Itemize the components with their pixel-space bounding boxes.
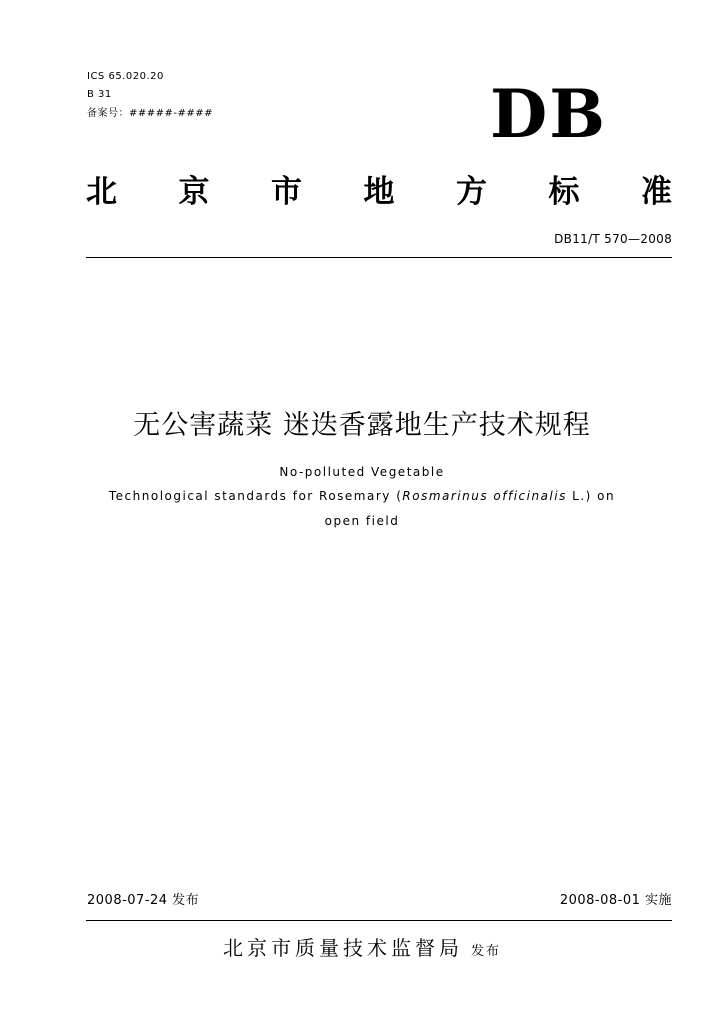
title-en-part: Technological standards for Rosemary ( [108, 489, 403, 503]
standard-title-char: 地 [363, 174, 395, 210]
top-divider [86, 257, 672, 258]
latin-name: Rosmarinus officinalis [402, 489, 567, 503]
title-en-part: L.) on [566, 489, 616, 503]
publish-label: 发布 [470, 944, 501, 959]
standard-title-char: 市 [271, 174, 302, 210]
standard-title-char: 京 [178, 174, 210, 210]
standard-title-char: 北 [86, 174, 117, 210]
bottom-divider [86, 920, 672, 921]
publisher-name: 北京市质量技术监督局 [222, 936, 463, 960]
standard-number: DB11/T 570—2008 [554, 232, 672, 246]
document-title-chinese: 无公害蔬菜 迷迭香露地生产技术规程 [133, 410, 591, 441]
ics-code: ICS 65.020.20 [87, 71, 164, 82]
standard-title-char: 标 [548, 174, 580, 210]
implementation-date: 2008-08-01 实施 [559, 893, 672, 908]
standard-title-char: 准 [641, 174, 672, 210]
classification-code: B 31 [87, 89, 112, 100]
db-logo: DB [490, 75, 608, 153]
filing-number: 备案号：#####-#### [87, 108, 214, 119]
document-title-english-line3: open field [324, 514, 400, 528]
issue-date: 2008-07-24 发布 [87, 893, 200, 908]
document-title-english-line1: No-polluted Vegetable [279, 465, 445, 479]
publisher-line [0, 934, 724, 962]
standard-title [86, 172, 672, 212]
standard-title-char: 方 [456, 174, 487, 210]
document-title-english-line2 [0, 488, 724, 504]
